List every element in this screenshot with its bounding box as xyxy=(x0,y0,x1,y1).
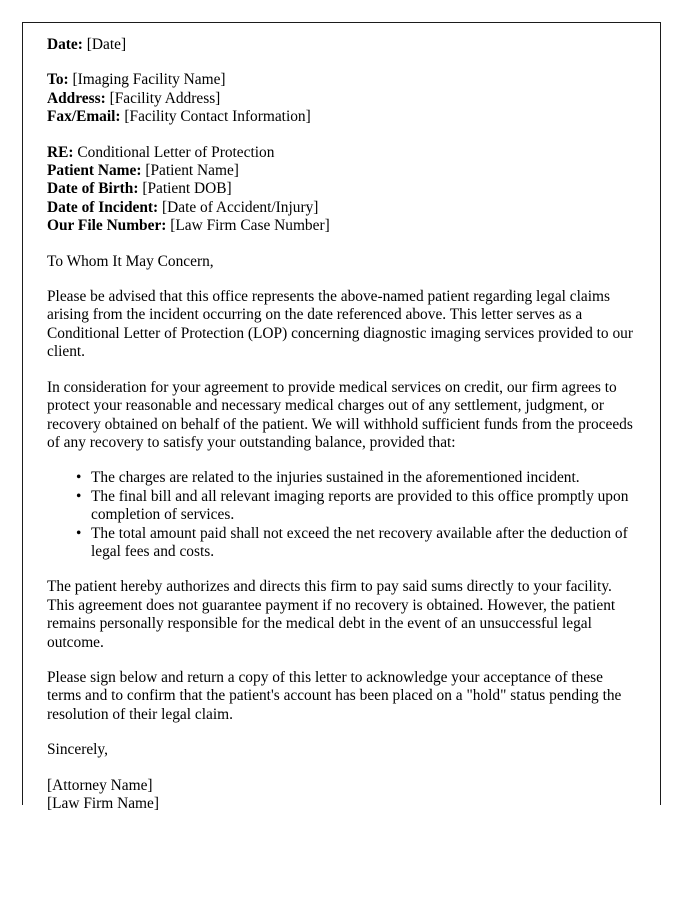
bullet-icon: • xyxy=(76,524,82,542)
spacer-after-recipient xyxy=(47,127,639,144)
paragraph-authorization: The patient hereby authorizes and directs this firm to pay said sums directly to your facility. This agreement does not guarantee payment if no recovery is obtained. However, the patient remains personally responsible for the medical debt in the event of an unsuccessful legal outcome. xyxy=(47,578,616,651)
fax-email-label: Fax/Email: xyxy=(47,108,121,126)
document-page xyxy=(22,22,661,812)
signature-block xyxy=(47,777,639,814)
date-label: Date: xyxy=(47,36,83,53)
reference-block xyxy=(47,144,639,236)
spacer-before-signature xyxy=(47,760,639,777)
date-of-birth-value: [Patient DOB] xyxy=(142,180,232,198)
to-line xyxy=(47,71,639,89)
date-line xyxy=(47,36,639,54)
date-of-incident-line xyxy=(47,199,639,217)
date-of-birth-label: Date of Birth: xyxy=(47,180,139,198)
date-of-incident-value: [Date of Accident/Injury] xyxy=(162,198,319,216)
bullet-icon: • xyxy=(76,469,82,487)
address-value: [Facility Address] xyxy=(109,89,221,107)
list-item xyxy=(47,469,639,487)
salutation: To Whom It May Concern, xyxy=(47,252,214,270)
date-of-incident-label: Date of Incident: xyxy=(47,198,159,216)
attorney-name: [Attorney Name] xyxy=(47,776,153,794)
to-value: [Imaging Facility Name] xyxy=(72,71,226,89)
recipient-block xyxy=(47,71,639,126)
re-line xyxy=(47,144,639,162)
paragraph-intro: Please be advised that this office represents the above-named patient regarding legal claims arising from the incident occurring on the date referenced above. This letter serves as a Conditional Letter of Protection (LOP) concerning diagnostic imaging services provided to our client. xyxy=(47,288,633,361)
patient-name-label: Patient Name: xyxy=(47,162,142,180)
file-number-value: [Law Firm Case Number] xyxy=(170,217,330,235)
file-number-line xyxy=(47,217,639,235)
paragraph-signature-request: Please sign below and return a copy of this letter to acknowledge your acceptance of these terms and to confirm that the patient's account has been placed on a "hold" status pending the resolution of their legal claim. xyxy=(47,668,622,723)
condition-text: The final bill and all relevant imaging reports are provided to this office promptly upon completion of services. xyxy=(91,487,629,524)
letter-body xyxy=(47,36,639,813)
spacer-after-authorization xyxy=(47,652,639,669)
address-label: Address: xyxy=(47,89,106,107)
sign-off: Sincerely, xyxy=(47,741,108,759)
paragraph-consideration: In consideration for your agreement to provide medical services on credit, our firm agrees to protect your reasonable and necessary medical charges out of any settlement, judgment, or recovery obtained on behalf of the patient. We will withhold sufficient funds from the proceeds of any recovery to satisfy your outstanding balance, provided that: xyxy=(47,378,633,451)
fax-email-value: [Facility Contact Information] xyxy=(124,108,311,126)
list-item xyxy=(47,525,639,562)
spacer-after-date xyxy=(47,54,639,71)
to-label: To: xyxy=(47,71,69,89)
date-of-birth-line xyxy=(47,180,639,198)
re-value: Conditional Letter of Protection xyxy=(77,143,275,161)
list-item xyxy=(47,488,639,525)
conditions-list xyxy=(47,469,639,561)
patient-name-line xyxy=(47,162,639,180)
condition-text: The total amount paid shall not exceed the net recovery available after the deduction of legal fees and costs. xyxy=(91,524,628,560)
file-number-label: Our File Number: xyxy=(47,217,167,235)
condition-text: The charges are related to the injuries sustained in the aforementioned incident. xyxy=(91,469,580,487)
spacer-after-salutation xyxy=(47,271,639,288)
date-value: [Date] xyxy=(86,36,127,53)
re-label: RE: xyxy=(47,143,74,161)
spacer-after-reference xyxy=(47,236,639,253)
spacer-after-intro xyxy=(47,362,639,379)
fax-email-line xyxy=(47,108,639,126)
spacer-after-bullets xyxy=(47,561,639,578)
address-line xyxy=(47,90,639,108)
spacer-before-bullets xyxy=(47,452,639,469)
bullet-icon: • xyxy=(76,487,82,505)
spacer-before-closing xyxy=(47,724,639,741)
patient-name-value: [Patient Name] xyxy=(145,162,239,180)
law-firm-name: [Law Firm Name] xyxy=(47,795,159,812)
